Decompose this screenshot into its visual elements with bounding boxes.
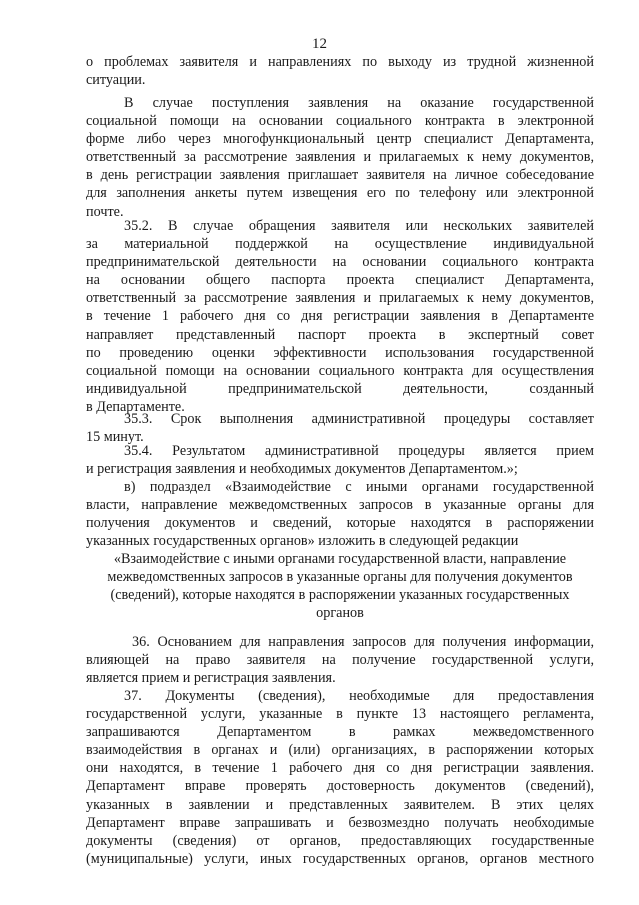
text-line: ситуации. [86,72,146,89]
text-line: в течение 1 рабочего дня со дня регистрации заявления в Департаменте [86,308,594,325]
text-line: влияющей на право заявителя на получение государственной услуги, [86,652,594,669]
subtitle-line: (сведений), которые находятся в распоряжении указанных государственных [110,587,570,604]
text-line: власти, направление межведомственных запросов в указанные органы для [86,497,594,514]
text-line: Департамент вправе запрашивать и безвозмездно получать необходимые [86,814,594,831]
text-line: индивидуальной предпринимательской деятельности, созданный [86,380,594,397]
text-line: взаимодействия в органах и (или) организациях, в распоряжении которых [86,742,594,759]
page-number: 12 [312,36,327,52]
paragraph-35-3 [86,410,594,446]
paragraph-35-4 [86,442,594,478]
paragraph-36 [86,633,594,687]
paragraph-v [86,478,594,550]
text-line: в) подраздел «Взаимодействие с иными органами государственной [124,479,594,495]
text-line: указанных государственных органов» изложить в следующей редакции [86,533,519,550]
text-line: направляет представленный паспорт проекта в экспертный совет [86,326,594,343]
text-line: документы (сведения) от органов, предоставляющих государственные [86,832,594,849]
text-line: социальной помощи на основании социального контракта для осуществления [86,362,594,379]
text-line: на основании общего паспорта проекта специалист Департамента, [86,272,594,289]
text-line: за материальной поддержкой на осуществление индивидуальной [86,236,594,253]
text-line: почте. [86,203,124,220]
text-line: 15 минут. [86,429,144,446]
text-line: они находятся, в течение 1 рабочего дня со дня регистрации заявления. [86,760,594,777]
text-line: указанных в заявлении и представленных заявителем. В этих целях [86,796,594,813]
text-line: 37. Документы (сведения), необходимые для предоставления [124,688,594,704]
text-line: ответственный за рассмотрение заявления и прилагаемых к нему документов, [86,149,594,166]
text-line: В случае поступления заявления на оказание государственной [124,95,594,111]
text-line: Департамент вправе проверять достоверность документов (сведений), [86,778,594,795]
text-line: запрашиваются Департаментом в рамках межведомственного [86,724,594,741]
text-line: 35.2. В случае обращения заявителя или нескольких заявителей [124,218,594,234]
text-line: форме либо через многофункциональный центр специалист Департамента, [86,131,594,148]
text-line: 35.4. Результатом административной процедуры является прием [124,443,594,459]
text-line: предпринимательской деятельности на основании социального контракта [86,254,594,271]
paragraph-continuation [86,53,594,89]
text-line: (муниципальные) услуги, иных государственных органов, органов местного [86,850,594,867]
text-line: о проблемах заявителя и направлениях по выходу из трудной жизненной [86,54,594,70]
subtitle-line: межведомственных запросов в указанные органы для получения документов [107,569,573,586]
text-line: для заполнения анкеты путем извещения его по телефону или электронной [86,185,594,202]
text-line: получения документов и сведений, которые находятся в распоряжении [86,515,594,532]
paragraph-35-2 [86,217,594,416]
text-line: и регистрация заявления и необходимых документов Департаментом.»; [86,461,518,478]
text-line: в день регистрации заявления приглашает заявителя на личное собеседование [86,167,594,184]
text-line: в Департаменте. [86,398,185,415]
text-line: по проведению оценки эффективности использования государственной [86,344,594,361]
text-line: 35.3. Срок выполнения административной процедуры составляет [124,411,594,427]
paragraph-electronic-application [86,94,594,221]
text-line: социальной помощи на основании социального контракта в электронной [86,113,594,130]
subtitle-line: органов [316,605,364,622]
text-line: 36. Основанием для направления запросов для получения информации, [132,634,594,650]
section-subtitle [86,550,594,622]
text-line: является прием и регистрация заявления. [86,670,336,687]
text-line: государственной услуги, указанные в пункте 13 настоящего регламента, [86,706,594,723]
subtitle-line: «Взаимодействие с иными органами государственной власти, направление [113,551,567,567]
paragraph-37 [86,687,594,868]
text-line: ответственный за рассмотрение заявления и прилагаемых к нему документов, [86,290,594,307]
